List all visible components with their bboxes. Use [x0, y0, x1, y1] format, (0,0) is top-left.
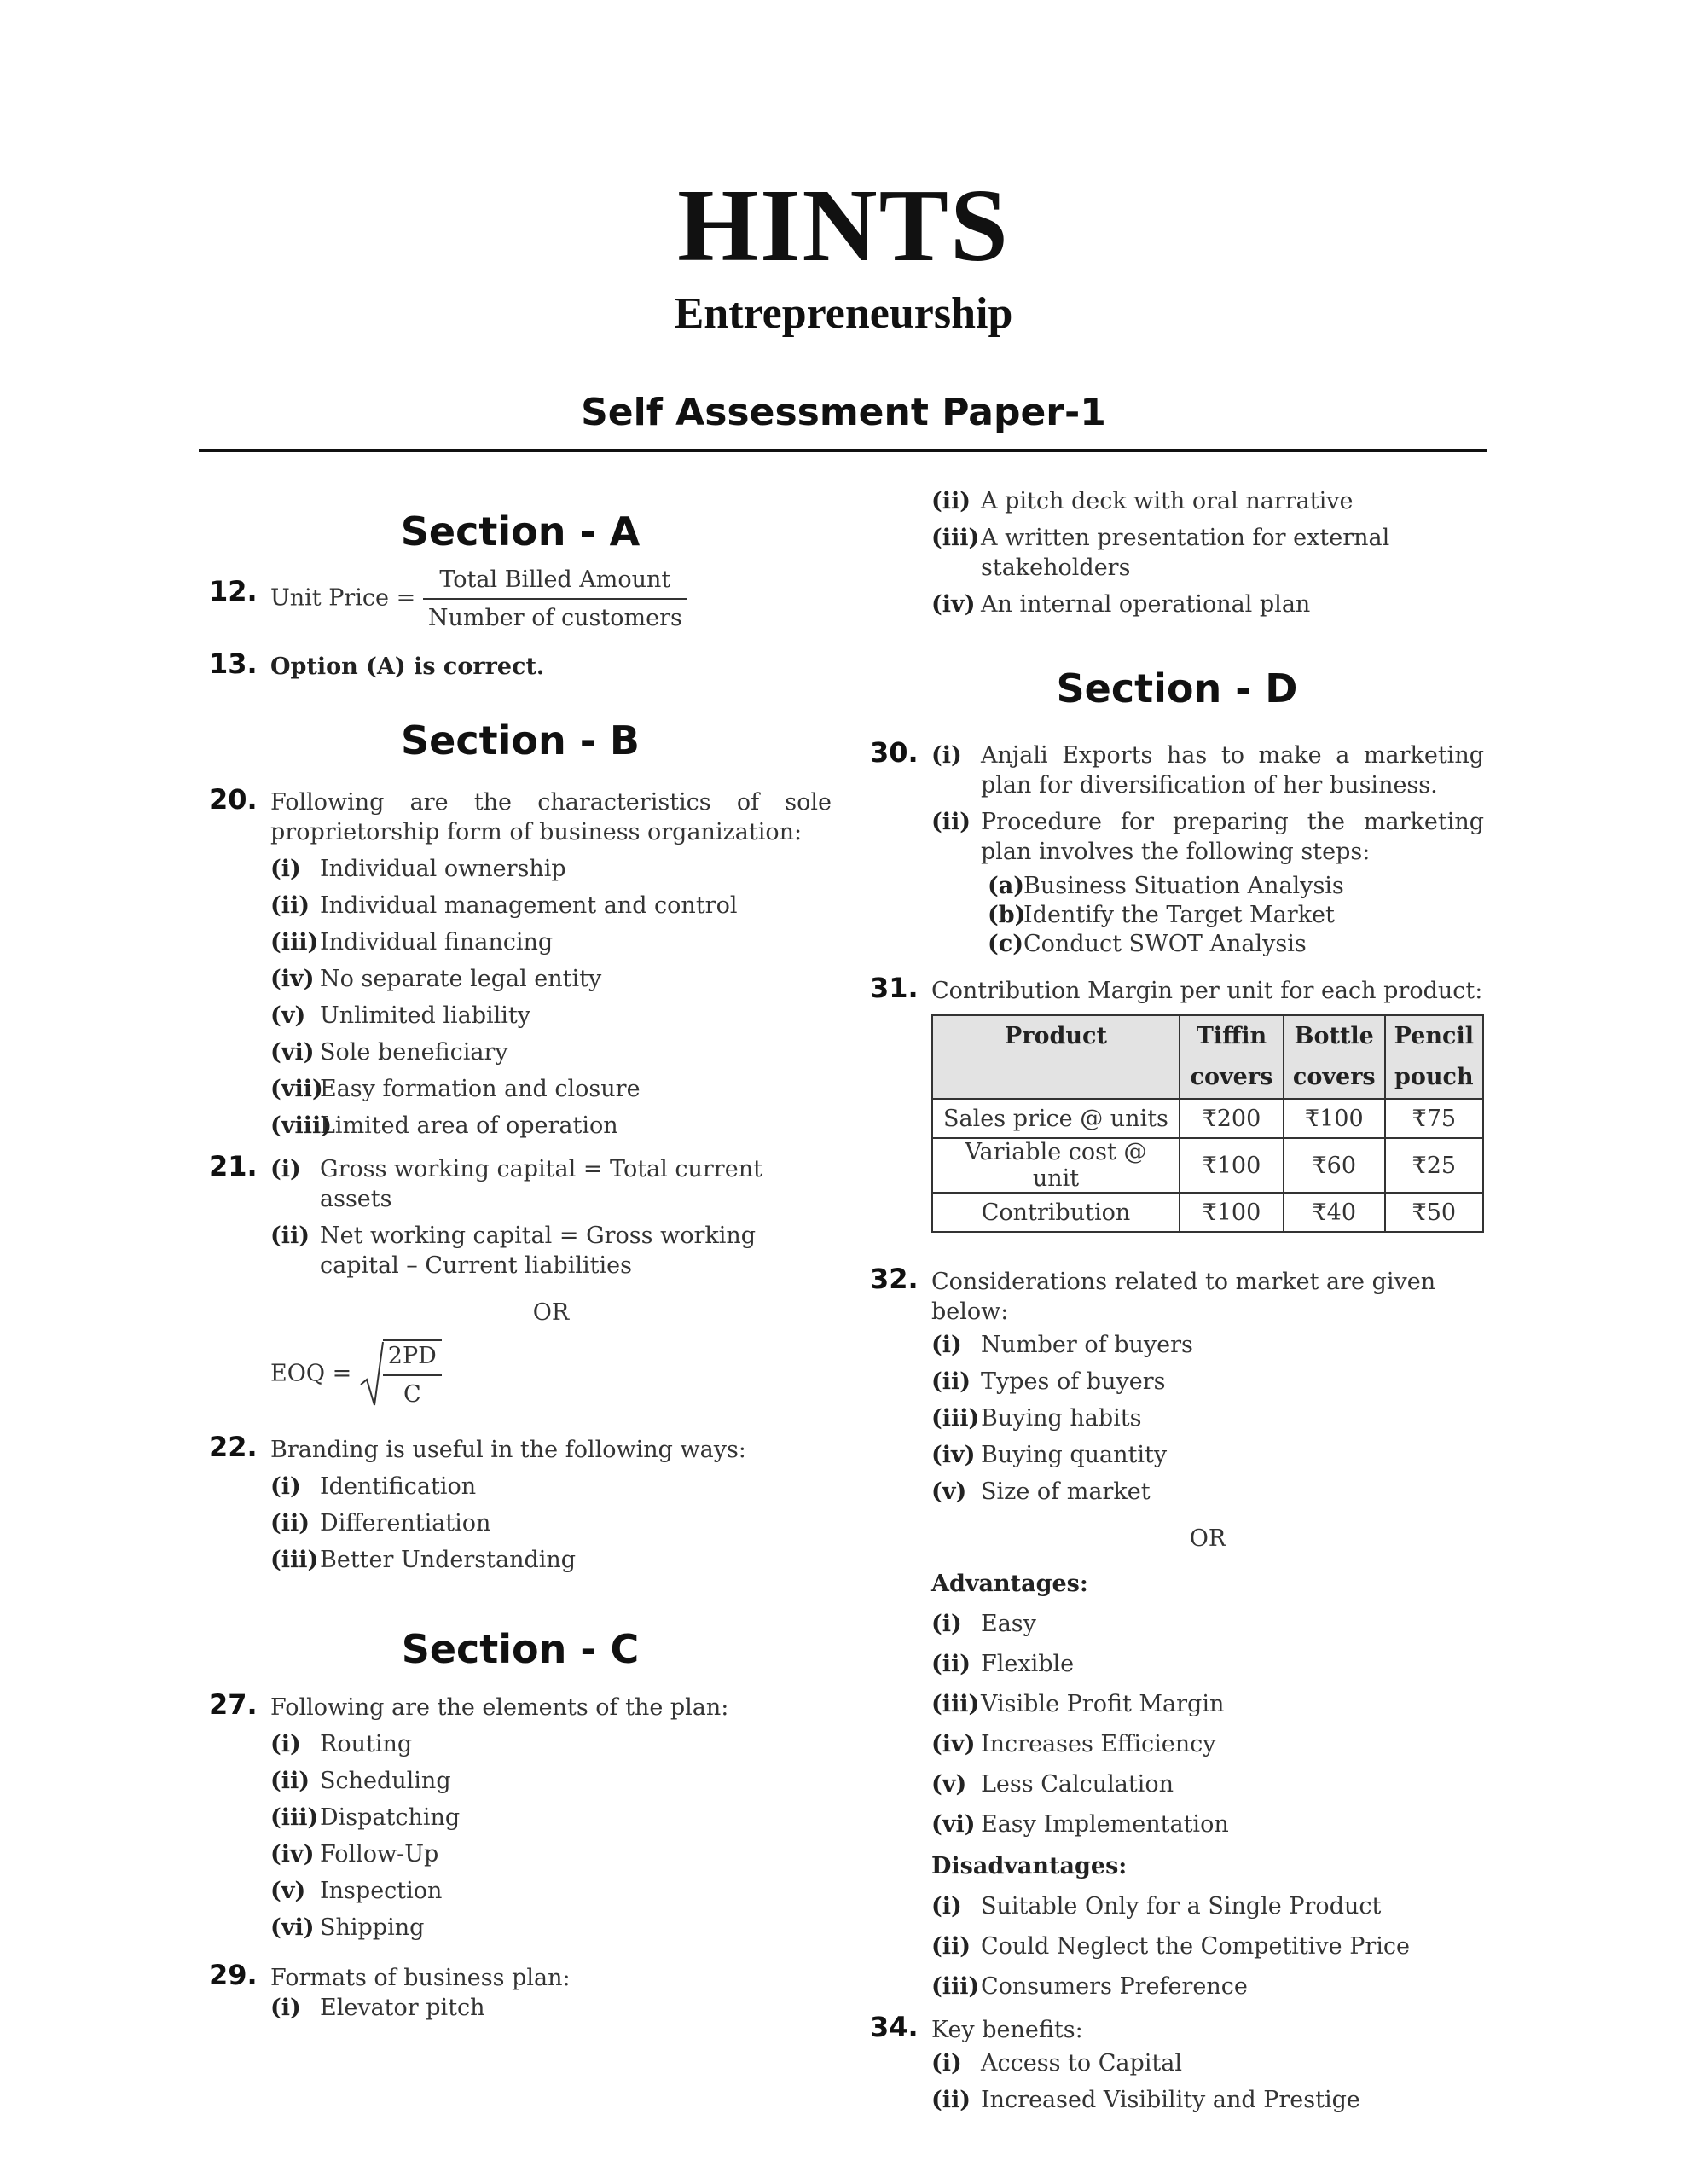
item-text: Routing: [320, 1731, 413, 1757]
item-text: Could Neglect the Competitive Price: [981, 1933, 1411, 1960]
item-numeral: (vi): [931, 1811, 976, 1838]
question-intro: Formats of business plan:: [270, 1965, 571, 1991]
or-divider: OR: [1189, 1525, 1226, 1552]
question-20: [209, 783, 832, 1141]
item-numeral: (ii): [931, 1651, 971, 1677]
item-text: Identify the Target Market: [1023, 902, 1335, 928]
list-item: [931, 1367, 1484, 1397]
item-numeral: (ii): [931, 488, 971, 514]
item-text: Number of buyers: [981, 1332, 1193, 1358]
list-item: [931, 1931, 1484, 1961]
item-text: Less Calculation: [981, 1771, 1174, 1798]
question-intro: Contribution Margin per unit for each product:: [931, 978, 1483, 1004]
item-text: A pitch deck with oral narrative: [981, 488, 1354, 514]
list-item: [988, 901, 1484, 930]
item-text: Size of market: [981, 1478, 1151, 1505]
item-numeral: (iv): [931, 591, 976, 618]
item-numeral: (vi): [270, 1039, 315, 1066]
question-30: [870, 736, 1484, 959]
item-numeral: (iv): [270, 1841, 315, 1867]
item-text: Scheduling: [320, 1768, 451, 1794]
item-text: Buying habits: [981, 1405, 1142, 1432]
list-item: [270, 1839, 832, 1869]
item-text: Individual management and control: [320, 892, 738, 919]
list-item: [931, 1769, 1484, 1799]
item-numeral: (ii): [270, 1768, 310, 1794]
table-cell: ₹40: [1284, 1193, 1385, 1232]
disadvantages-label: Disadvantages:: [931, 1853, 1128, 1879]
item-numeral: (i): [931, 1332, 962, 1358]
item-text: No separate legal entity: [320, 966, 602, 992]
item-numeral: (i): [270, 1473, 301, 1500]
item-numeral: (ii): [270, 1223, 310, 1249]
table-cell: ₹200: [1180, 1099, 1284, 1138]
list-item: [931, 1891, 1484, 1921]
list-item: [270, 891, 832, 921]
section-d-heading: Section - D: [1056, 665, 1298, 712]
item-text: Gross working capital = Total current assets: [320, 1156, 762, 1212]
item-numeral: (ii): [931, 2087, 971, 2113]
list-item: [270, 1154, 832, 1214]
table-header-row: [932, 1015, 1483, 1099]
table-header: Tiffin covers: [1180, 1015, 1284, 1099]
list-item: [931, 741, 1484, 800]
section-b-heading: Section - B: [401, 717, 640, 764]
table-cell: ₹60: [1284, 1138, 1385, 1193]
item-numeral: (ii): [270, 1510, 310, 1536]
item-numeral: (i): [270, 856, 301, 882]
list-item: [931, 1809, 1484, 1839]
item-text: Types of buyers: [981, 1368, 1166, 1395]
list-item: [988, 872, 1484, 901]
table-row: [932, 1138, 1483, 1193]
list-item: [931, 1972, 1484, 2001]
eoq-label: EOQ =: [270, 1360, 352, 1387]
left-column: [209, 478, 832, 2023]
list-item: [270, 1729, 832, 1759]
list-item: [931, 486, 1484, 516]
item-text: Shipping: [320, 1914, 425, 1941]
item-numeral: (v): [270, 1002, 306, 1029]
table-header: Bottle covers: [1284, 1015, 1385, 1099]
list-item: [931, 590, 1484, 619]
table-cell: ₹100: [1180, 1193, 1284, 1232]
question-intro: Following are the characteristics of sole proprietorship form of business organization:: [270, 789, 832, 845]
item-numeral: (iii): [931, 525, 980, 551]
item-numeral: (vi): [270, 1914, 315, 1941]
unit-price-label: Unit Price =: [270, 584, 416, 612]
question-31: [870, 972, 1484, 1006]
subject-heading: Entrepreneurship: [674, 289, 1013, 338]
table-cell: ₹100: [1284, 1099, 1385, 1138]
advantages-label: Advantages:: [931, 1571, 1088, 1597]
list-item: [270, 1472, 832, 1502]
item-numeral: (i): [931, 1893, 962, 1920]
item-numeral: (i): [931, 1611, 962, 1637]
list-item: [988, 930, 1484, 959]
question-number: 31.: [870, 972, 919, 1004]
eoq-numerator: 2PD: [383, 1341, 442, 1376]
item-text: Net working capital = Gross working capital – Current liabilities: [320, 1223, 757, 1279]
eoq-fraction: [383, 1339, 442, 1409]
table-row: [932, 1193, 1483, 1232]
table-cell: ₹50: [1385, 1193, 1483, 1232]
table-cell: ₹75: [1385, 1099, 1483, 1138]
list-item: [270, 1221, 832, 1281]
list-item: [270, 1913, 832, 1943]
item-numeral: (v): [931, 1478, 967, 1505]
or-divider: OR: [532, 1299, 570, 1326]
item-numeral: (i): [931, 2050, 962, 2077]
list-item: [931, 1689, 1484, 1719]
item-text: Better Understanding: [320, 1547, 577, 1573]
answer-text: Option (A) is correct.: [270, 653, 545, 680]
question-number: 21.: [209, 1150, 258, 1182]
fraction-numerator: Total Billed Amount: [423, 565, 687, 600]
item-text: Suitable Only for a Single Product: [981, 1893, 1382, 1920]
unit-price-fraction: [423, 565, 687, 633]
item-text: Follow-Up: [320, 1841, 439, 1867]
question-12: [209, 565, 832, 633]
item-text: Anjali Exports has to make a marketing plan for diversification of her business.: [981, 742, 1484, 799]
question-13: [209, 648, 832, 682]
list-item: [270, 1111, 832, 1141]
list-item: [270, 1993, 832, 2023]
fraction-denominator: Number of customers: [427, 605, 682, 631]
item-text: An internal operational plan: [981, 591, 1311, 618]
item-numeral: (iv): [931, 1731, 976, 1757]
question-intro: Key benefits:: [931, 2017, 1083, 2043]
question-number: 27.: [209, 1688, 258, 1721]
item-numeral: (b): [988, 902, 1026, 928]
question-27: [209, 1688, 832, 1943]
item-text: Easy Implementation: [981, 1811, 1229, 1838]
item-numeral: (iv): [931, 1442, 976, 1468]
item-text: Procedure for preparing the marketing plan involves the following steps:: [981, 809, 1484, 865]
list-item: [270, 1766, 832, 1796]
list-item: [931, 1477, 1484, 1507]
list-item: [270, 854, 832, 884]
question-intro: Following are the elements of the plan:: [270, 1694, 729, 1721]
item-numeral: (iii): [931, 1973, 980, 2000]
list-item: [931, 2048, 1484, 2078]
page-title: HINTS: [677, 168, 1010, 283]
question-29: [209, 1959, 832, 2023]
item-text: Easy formation and closure: [320, 1076, 641, 1102]
section-c-heading: Section - C: [401, 1626, 640, 1672]
contribution-margin-table: [931, 1014, 1484, 1233]
item-text: Conduct SWOT Analysis: [1023, 931, 1307, 957]
item-numeral: (i): [270, 1156, 301, 1182]
list-item: [931, 1609, 1484, 1639]
question-number: 30.: [870, 736, 919, 769]
question-number: 34.: [870, 2011, 919, 2043]
item-numeral: (iii): [931, 1691, 980, 1717]
item-text: Increased Visibility and Prestige: [981, 2087, 1360, 2113]
item-text: Unlimited liability: [320, 1002, 531, 1029]
table-cell: Sales price @ units: [932, 1099, 1180, 1138]
list-item: [931, 1729, 1484, 1759]
item-text: Increases Efficiency: [981, 1731, 1216, 1757]
item-text: Easy: [981, 1611, 1036, 1637]
header-rule: [199, 449, 1487, 452]
item-numeral: (c): [988, 931, 1023, 957]
item-text: Individual ownership: [320, 856, 566, 882]
list-item: [270, 1876, 832, 1906]
section-a-heading: Section - A: [400, 508, 641, 555]
item-numeral: (a): [988, 873, 1025, 899]
table-header: Product: [932, 1015, 1180, 1099]
list-item: [931, 1330, 1484, 1360]
item-numeral: (iii): [931, 1405, 980, 1432]
list-item: [270, 927, 832, 957]
eoq-formula: [270, 1339, 832, 1409]
table-cell: ₹100: [1180, 1138, 1284, 1193]
item-numeral: (ii): [931, 1368, 971, 1395]
item-text: Access to Capital: [981, 2050, 1182, 2077]
item-text: Sole beneficiary: [320, 1039, 508, 1066]
item-text: Consumers Preference: [981, 1973, 1248, 2000]
item-numeral: (iii): [270, 929, 319, 956]
paper-heading: Self Assessment Paper-1: [581, 391, 1106, 434]
list-item: [270, 1508, 832, 1538]
question-intro: Considerations related to market are given below:: [931, 1269, 1436, 1325]
question-number: 13.: [209, 648, 258, 680]
item-numeral: (viii): [270, 1112, 333, 1139]
question-number: 32.: [870, 1263, 919, 1295]
item-text: Individual financing: [320, 929, 554, 956]
item-text: Elevator pitch: [320, 1995, 485, 2021]
question-29-continued: [870, 486, 1484, 619]
list-item: [931, 1403, 1484, 1433]
item-text: Differentiation: [320, 1510, 491, 1536]
list-item: [270, 1037, 832, 1067]
item-text: Visible Profit Margin: [981, 1691, 1225, 1717]
item-text: A written presentation for external stakeholders: [981, 525, 1390, 581]
item-numeral: (iv): [270, 966, 315, 992]
item-numeral: (i): [270, 1731, 301, 1757]
list-item: [270, 964, 832, 994]
item-numeral: (ii): [931, 809, 971, 835]
item-text: Inspection: [320, 1878, 443, 1904]
table-cell: Contribution: [932, 1193, 1180, 1232]
question-22: [209, 1431, 832, 1575]
item-text: Business Situation Analysis: [1023, 873, 1344, 899]
list-item: [931, 523, 1484, 583]
table-cell: Variable cost @ unit: [932, 1138, 1180, 1193]
radical-sign-icon: [359, 1340, 385, 1409]
item-text: Limited area of operation: [320, 1112, 618, 1139]
item-numeral: (v): [270, 1878, 306, 1904]
question-34: [870, 2011, 1484, 2115]
question-32: [870, 1263, 1484, 2001]
item-numeral: (i): [270, 1995, 301, 2021]
item-numeral: (iii): [270, 1547, 319, 1573]
item-text: Dispatching: [320, 1804, 461, 1831]
question-21: [209, 1150, 832, 1409]
list-item: [931, 1649, 1484, 1679]
square-root: [359, 1339, 442, 1409]
list-item: [270, 1001, 832, 1031]
question-number: 20.: [209, 783, 258, 816]
list-item: [931, 807, 1484, 959]
item-text: Identification: [320, 1473, 477, 1500]
item-numeral: (i): [931, 742, 962, 769]
question-intro: Branding is useful in the following ways:: [270, 1437, 746, 1463]
list-item: [931, 2085, 1484, 2115]
eoq-denominator: C: [403, 1381, 421, 1408]
item-text: Flexible: [981, 1651, 1075, 1677]
item-text: Buying quantity: [981, 1442, 1168, 1468]
item-numeral: (iii): [270, 1804, 319, 1831]
table-cell: ₹25: [1385, 1138, 1483, 1193]
list-item: [270, 1545, 832, 1575]
question-number: 22.: [209, 1431, 258, 1463]
table-header: Pencil pouch: [1385, 1015, 1483, 1099]
list-item: [270, 1074, 832, 1104]
list-item: [270, 1803, 832, 1833]
question-number: 29.: [209, 1959, 258, 1991]
list-item: [931, 1440, 1484, 1470]
question-number: 12.: [209, 575, 258, 607]
item-numeral: (vii): [270, 1076, 323, 1102]
item-numeral: (v): [931, 1771, 967, 1798]
item-numeral: (ii): [270, 892, 310, 919]
right-column: [870, 479, 1484, 2115]
item-numeral: (ii): [931, 1933, 971, 1960]
table-row: [932, 1099, 1483, 1138]
